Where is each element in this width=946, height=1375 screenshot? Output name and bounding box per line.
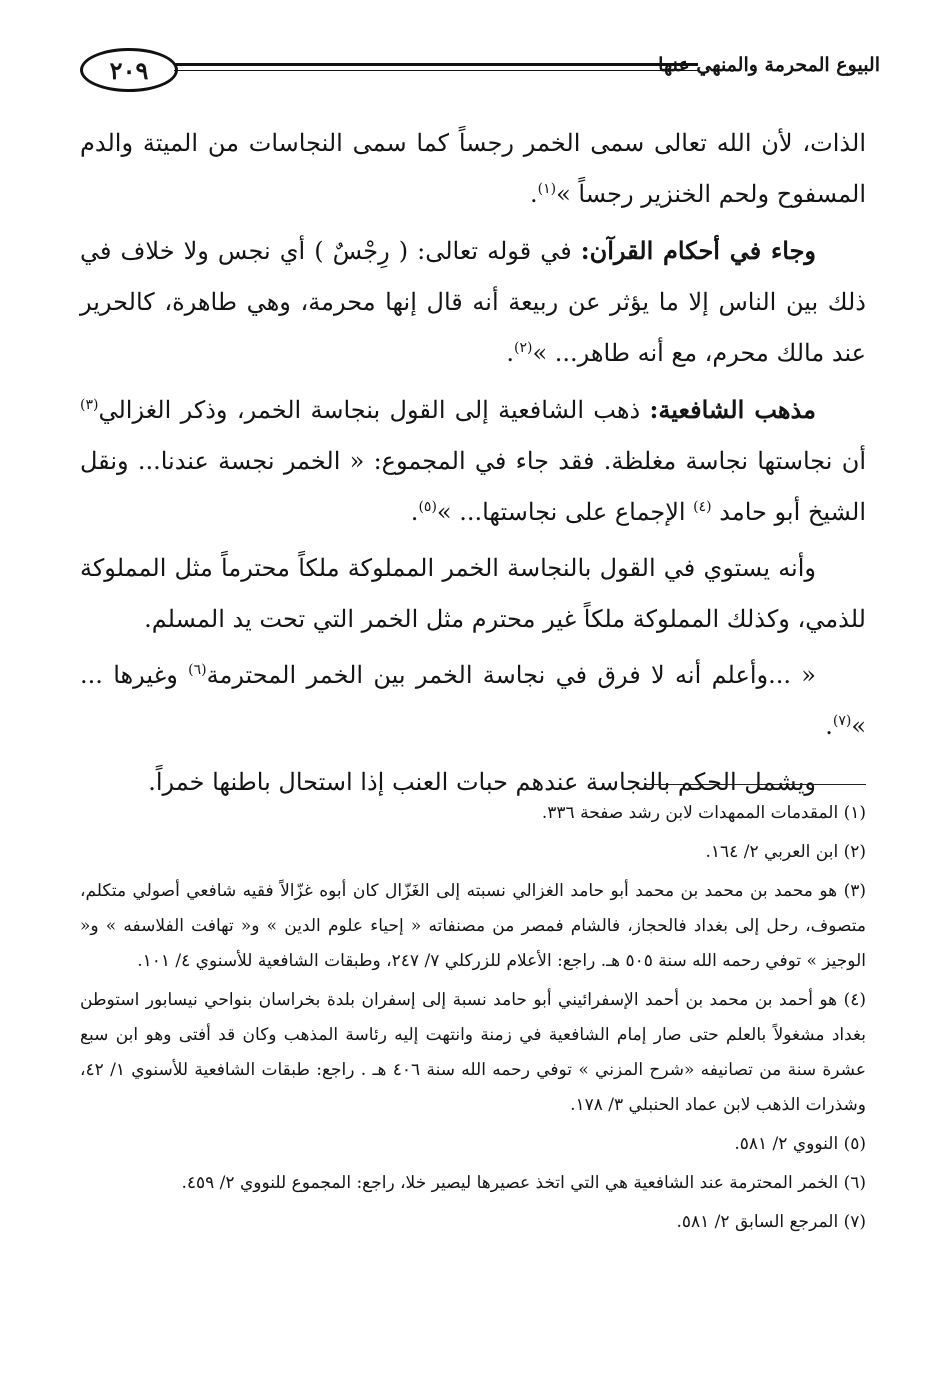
footnote-6: (٦) الخمر المحترمة عند الشافعية هي التي اتخذ عصيرها ليصير خلا، راجع: المجموع للنووي ٢/ ٤٥٩. [181, 1173, 866, 1193]
paragraph-2-text: في قوله تعالى: ( رِجْسٌ ) أي نجس ولا خلاف في ذلك بين الناس إلا ما يؤثر عن ربيعة أنه قال إنها محرمة، وهي طاهرة، كالحرير عند مالك محرم، مع أنه طاهر... » [80, 237, 866, 367]
footnote-ref-7: (٧) [832, 713, 852, 729]
paragraph-3-lead: مذهب الشافعية: [649, 395, 816, 424]
footnote-7: (٧) المرجع السابق ٢/ ٥٨١. [676, 1212, 866, 1232]
footnote-3: (٣) هو محمد بن محمد بن محمد أبو حامد الغزالي نسبته إلى الغَزّال كان أبوه غزّالاً فقيه شافعي أصولي متكلم، متصوف، رحل إلى بغداد فالحجاز، فالشام فمصر من مصنفاته « إحياء علوم الدين » و« تهافت الفلاسفه » و« الوجيز » توفي رحمه الله سنة ٥٠٥ هـ. راجع: الأعلام للزركلي ٧/ ٢٤٧، وطبقات الشافعية للأسنوي ٤/ ١٠١. [80, 881, 866, 971]
paragraph-3 [80, 384, 866, 538]
paragraph-2 [80, 225, 866, 379]
page-number-badge [80, 48, 178, 92]
paragraph-1 [80, 118, 866, 220]
footnote-ref-5: (٥) [418, 499, 437, 515]
paragraph-5-end: . [825, 712, 833, 740]
paragraph-4: وأنه يستوي في القول بالنجاسة الخمر المملوكة ملكاً محترماً مثل المملوكة للذمي، وكذلك المملوكة ملكاً غير محترم مثل الخمر التي تحت يد المسلم. [80, 554, 866, 633]
header-thin-rule [174, 70, 698, 71]
page-header [80, 44, 880, 94]
footnote-2: (٢) ابن العربي ٢/ ١٦٤. [705, 842, 866, 862]
footnote-4: (٤) هو أحمد بن محمد بن أحمد الإسفرائيني أبو حامد نسبة إلى إسفران بلدة بخراسان بنواحي نيسابور استوطن بغداد مشغولاً بالعلم حتى صار إمام الشافعية في زمنة وانتهت إليه رئاسة المذهب وكان قد أفتى وهو ابن سبع عشرة سنة من تصانيفه «شرح المزني » توفي رحمه الله سنة ٤٠٦ هـ . راجع: طبقات الشافعية للأسنوي ١/ ٤٢، وشذرات الذهب لابن عماد الحنبلي ٣/ ١٧٨. [80, 990, 866, 1115]
paragraph-1-end: . [530, 180, 538, 208]
paragraph-5-text-b: وغيرها ... » [80, 661, 866, 740]
paragraph-2-end: . [506, 339, 514, 367]
footnote-ref-2: (٢) [513, 340, 533, 356]
footnote-ref-1: (١) [537, 181, 557, 197]
paragraph-5-text-a: « ...وأعلم أنه لا فرق في نجاسة الخمر بين الخمر المحترمة [206, 661, 816, 689]
paragraph-1-text: الذات، لأن الله تعالى سمى الخمر رجساً كما سمى النجاسات من الميتة والدم المسفوح ولحم الخنزير رجساً » [80, 129, 866, 208]
footnote-ref-4: (٤) [693, 499, 712, 515]
paragraph-3-text-a: ذهب الشافعية إلى القول بنجاسة الخمر، وذكر الغزالي [98, 396, 650, 424]
header-thick-rule [174, 63, 698, 66]
footnote-5: (٥) النووي ٢/ ٥٨١. [734, 1134, 866, 1154]
paragraph-2-lead: وجاء في أحكام القرآن: [580, 236, 816, 265]
footnote-ref-3: (٣) [80, 397, 99, 413]
paragraph-6: ويشمل الحكم بالنجاسة عندهم حبات العنب إذا استحال باطنها خمراً. [148, 768, 816, 796]
running-title: البيوع المحرمة والمنهي عنها [658, 54, 880, 76]
footnote-1: (١) المقدمات الممهدات لابن رشد صفحة ٣٣٦. [541, 803, 866, 823]
footnotes [80, 796, 866, 1244]
main-text [80, 118, 866, 813]
footnote-ref-6: (٦) [188, 662, 207, 678]
paragraph-3-text-c: الإجماع على نجاستها... » [436, 498, 694, 526]
paragraph-5-quote [80, 650, 866, 752]
footnote-separator [646, 784, 866, 785]
paragraph-3-text-b: أن نجاستها نجاسة مغلظة. فقد جاء في المجموع: « الخمر نجسة عندنا... ونقل الشيخ أبو حامد [80, 447, 866, 526]
page-number: ٢٠٩ [109, 55, 149, 85]
paragraph-3-end: . [410, 498, 419, 526]
header-double-rule [174, 63, 698, 73]
